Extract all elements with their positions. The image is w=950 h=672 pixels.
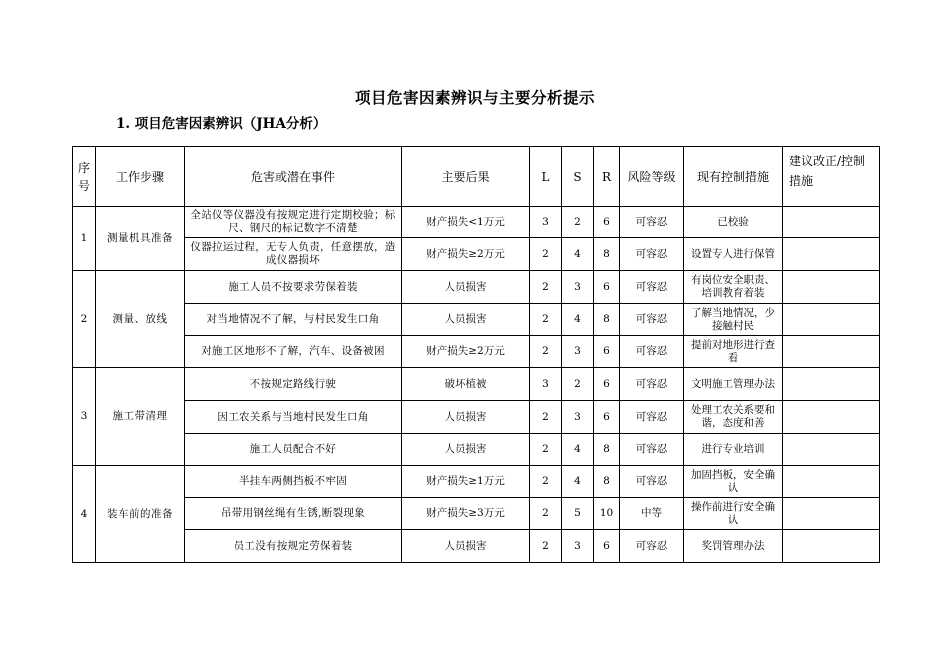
- hazard-cell: 不按规定路线行驶: [185, 368, 402, 401]
- consequence-cell: 财产损失≥1万元: [402, 466, 530, 498]
- table-row: [73, 466, 880, 498]
- consequence-cell: 人员损害: [402, 434, 530, 466]
- table-row: [73, 271, 880, 304]
- l-cell: 2: [530, 498, 562, 530]
- control-cell: 加固挡板，安全确认: [684, 466, 783, 498]
- consequence-cell: 破坏植被: [402, 368, 530, 401]
- risk-cell: 可容忍: [620, 466, 684, 498]
- l-cell: 2: [530, 304, 562, 336]
- s-cell: 4: [562, 466, 594, 498]
- risk-cell: 可容忍: [620, 207, 684, 238]
- table-row: [73, 368, 880, 401]
- hazard-cell: 施工人员不按要求劳保着装: [185, 271, 402, 304]
- r-cell: 6: [594, 401, 620, 434]
- s-cell: 3: [562, 271, 594, 304]
- control-cell: 提前对地形进行查看: [684, 336, 783, 368]
- s-cell: 4: [562, 238, 594, 271]
- l-cell: 2: [530, 434, 562, 466]
- r-cell: 8: [594, 304, 620, 336]
- control-cell: 了解当地情况，少接触村民: [684, 304, 783, 336]
- r-cell: 8: [594, 466, 620, 498]
- s-cell: 3: [562, 336, 594, 368]
- consequence-cell: 人员损害: [402, 304, 530, 336]
- work-step: 测量、放线: [96, 271, 185, 368]
- consequence-cell: 财产损失≥3万元: [402, 498, 530, 530]
- consequence-cell: 人员损害: [402, 271, 530, 304]
- l-cell: 2: [530, 530, 562, 563]
- hazard-cell: 对当地情况不了解，与村民发生口角: [185, 304, 402, 336]
- l-cell: 2: [530, 336, 562, 368]
- s-cell: 4: [562, 434, 594, 466]
- hazard-cell: 员工没有按规定劳保着装: [185, 530, 402, 563]
- table-row: [73, 401, 880, 434]
- l-cell: 2: [530, 238, 562, 271]
- risk-cell: 中等: [620, 498, 684, 530]
- jha-table: [72, 146, 880, 563]
- table-body: [73, 207, 880, 563]
- l-cell: 2: [530, 401, 562, 434]
- risk-cell: 可容忍: [620, 530, 684, 563]
- suggestion-cell: [783, 466, 880, 498]
- header-l: L: [530, 147, 562, 207]
- s-cell: 2: [562, 368, 594, 401]
- group-number: 4: [73, 466, 96, 563]
- r-cell: 6: [594, 530, 620, 563]
- consequence-cell: 人员损害: [402, 401, 530, 434]
- risk-cell: 可容忍: [620, 368, 684, 401]
- control-cell: 操作前进行安全确认: [684, 498, 783, 530]
- header-r: R: [594, 147, 620, 207]
- hazard-cell: 半挂车两侧挡板不牢固: [185, 466, 402, 498]
- suggestion-cell: [783, 207, 880, 238]
- risk-cell: 可容忍: [620, 401, 684, 434]
- consequence-cell: 财产损失≥2万元: [402, 336, 530, 368]
- r-cell: 10: [594, 498, 620, 530]
- table-row: [73, 336, 880, 368]
- suggestion-cell: [783, 498, 880, 530]
- header-s: S: [562, 147, 594, 207]
- header-control: 现有控制措施: [684, 147, 783, 207]
- r-cell: 6: [594, 368, 620, 401]
- table-row: [73, 434, 880, 466]
- risk-cell: 可容忍: [620, 336, 684, 368]
- s-cell: 3: [562, 401, 594, 434]
- l-cell: 2: [530, 466, 562, 498]
- control-cell: 文明施工管理办法: [684, 368, 783, 401]
- hazard-cell: 吊带用钢丝绳有生锈,断裂现象: [185, 498, 402, 530]
- group-number: 1: [73, 207, 96, 271]
- s-cell: 3: [562, 530, 594, 563]
- group-number: 3: [73, 368, 96, 466]
- section-heading: 1. 项目危害因素辨识（JHA分析）: [116, 116, 327, 132]
- table-row: [73, 530, 880, 563]
- control-cell: 奖罚管理办法: [684, 530, 783, 563]
- r-cell: 6: [594, 271, 620, 304]
- suggestion-cell: [783, 368, 880, 401]
- table-row: [73, 207, 880, 238]
- s-cell: 2: [562, 207, 594, 238]
- table-header-row: [73, 147, 880, 207]
- suggestion-cell: [783, 530, 880, 563]
- work-step: 施工带清理: [96, 368, 185, 466]
- consequence-cell: 财产损失≥2万元: [402, 238, 530, 271]
- header-risk: 风险等级: [620, 147, 684, 207]
- s-cell: 4: [562, 304, 594, 336]
- table-row: [73, 304, 880, 336]
- suggestion-cell: [783, 271, 880, 304]
- consequence-cell: 财产损失<1万元: [402, 207, 530, 238]
- header-consequence: 主要后果: [402, 147, 530, 207]
- hazard-cell: 因工农关系与当地村民发生口角: [185, 401, 402, 434]
- r-cell: 8: [594, 238, 620, 271]
- l-cell: 3: [530, 207, 562, 238]
- l-cell: 2: [530, 271, 562, 304]
- consequence-cell: 人员损害: [402, 530, 530, 563]
- risk-cell: 可容忍: [620, 238, 684, 271]
- hazard-cell: 仪器拉运过程，无专人负责，任意摆放，造成仪器损坏: [185, 238, 402, 271]
- l-cell: 3: [530, 368, 562, 401]
- hazard-cell: 全站仪等仪器没有按规定进行定期校验；标尺、钢尺的标记数字不清楚: [185, 207, 402, 238]
- r-cell: 8: [594, 434, 620, 466]
- work-step: 测量机具准备: [96, 207, 185, 271]
- suggestion-cell: [783, 238, 880, 271]
- header-suggestion: 建议改正/控制措施: [783, 147, 880, 207]
- header-no: 序号: [73, 147, 96, 207]
- control-cell: 已校验: [684, 207, 783, 238]
- control-cell: 处理工农关系要和谐，态度和善: [684, 401, 783, 434]
- risk-cell: 可容忍: [620, 304, 684, 336]
- s-cell: 5: [562, 498, 594, 530]
- risk-cell: 可容忍: [620, 434, 684, 466]
- hazard-cell: 对施工区地形不了解，汽车、设备被困: [185, 336, 402, 368]
- group-number: 2: [73, 271, 96, 368]
- header-step: 工作步骤: [96, 147, 185, 207]
- suggestion-cell: [783, 336, 880, 368]
- suggestion-cell: [783, 401, 880, 434]
- table-row: [73, 238, 880, 271]
- r-cell: 6: [594, 336, 620, 368]
- r-cell: 6: [594, 207, 620, 238]
- control-cell: 有岗位安全职责、培训教育着装: [684, 271, 783, 304]
- risk-cell: 可容忍: [620, 271, 684, 304]
- control-cell: 进行专业培训: [684, 434, 783, 466]
- suggestion-cell: [783, 304, 880, 336]
- suggestion-cell: [783, 434, 880, 466]
- document-title: 项目危害因素辨识与主要分析提示: [354, 88, 595, 107]
- table-row: [73, 498, 880, 530]
- header-hazard: 危害或潜在事件: [185, 147, 402, 207]
- work-step: 装车前的准备: [96, 466, 185, 563]
- control-cell: 设置专人进行保管: [684, 238, 783, 271]
- hazard-cell: 施工人员配合不好: [185, 434, 402, 466]
